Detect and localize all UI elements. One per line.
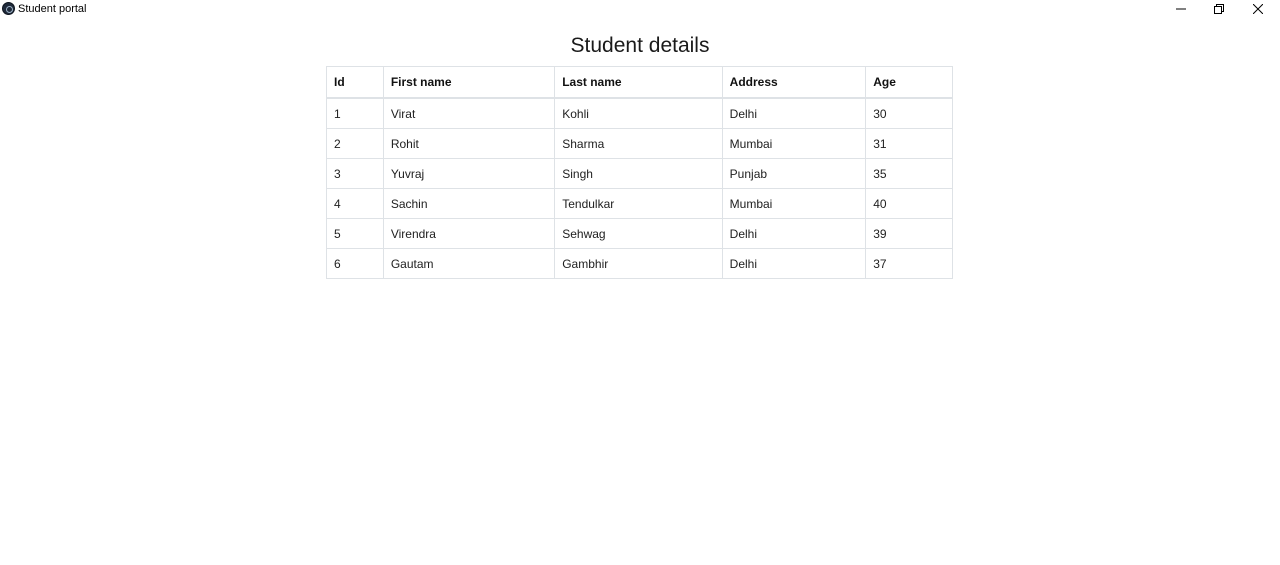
header-first-name: First name — [383, 67, 554, 99]
cell-last-name: Sharma — [555, 129, 722, 159]
cell-age: 40 — [866, 189, 953, 219]
cell-last-name: Tendulkar — [555, 189, 722, 219]
restore-icon — [1214, 4, 1224, 14]
cell-id: 2 — [327, 129, 384, 159]
cell-address: Mumbai — [722, 189, 866, 219]
cell-age: 30 — [866, 98, 953, 129]
cell-first-name: Rohit — [383, 129, 554, 159]
cell-age: 35 — [866, 159, 953, 189]
cell-last-name: Singh — [555, 159, 722, 189]
table-row — [327, 249, 953, 279]
cell-id: 4 — [327, 189, 384, 219]
window-title: Student portal — [18, 3, 87, 15]
cell-address: Punjab — [722, 159, 866, 189]
table-row — [327, 129, 953, 159]
header-address: Address — [722, 67, 866, 99]
header-id: Id — [327, 67, 384, 99]
header-last-name: Last name — [555, 67, 722, 99]
close-button[interactable] — [1238, 0, 1278, 18]
cell-address: Mumbai — [722, 129, 866, 159]
table-row — [327, 219, 953, 249]
cell-address: Delhi — [722, 249, 866, 279]
student-details-table — [326, 66, 953, 279]
cell-address: Delhi — [722, 219, 866, 249]
table-row — [327, 189, 953, 219]
header-age: Age — [866, 67, 953, 99]
table-header-row — [327, 67, 953, 99]
cell-first-name: Virat — [383, 98, 554, 129]
cell-id: 5 — [327, 219, 384, 249]
cell-age: 39 — [866, 219, 953, 249]
minimize-button[interactable] — [1161, 0, 1201, 18]
close-icon — [1253, 4, 1263, 14]
cell-first-name: Gautam — [383, 249, 554, 279]
cell-id: 1 — [327, 98, 384, 129]
table-row — [327, 98, 953, 129]
cell-last-name: Kohli — [555, 98, 722, 129]
app-logo-icon — [2, 2, 15, 15]
cell-last-name: Sehwag — [555, 219, 722, 249]
cell-id: 6 — [327, 249, 384, 279]
minimize-icon — [1176, 4, 1186, 14]
page-title: Student details — [570, 34, 710, 57]
restore-button[interactable] — [1199, 0, 1239, 18]
cell-id: 3 — [327, 159, 384, 189]
cell-first-name: Sachin — [383, 189, 554, 219]
table-row — [327, 159, 953, 189]
cell-age: 37 — [866, 249, 953, 279]
cell-first-name: Yuvraj — [383, 159, 554, 189]
cell-age: 31 — [866, 129, 953, 159]
cell-last-name: Gambhir — [555, 249, 722, 279]
cell-address: Delhi — [722, 98, 866, 129]
cell-first-name: Virendra — [383, 219, 554, 249]
window-titlebar[interactable] — [0, 0, 1280, 18]
